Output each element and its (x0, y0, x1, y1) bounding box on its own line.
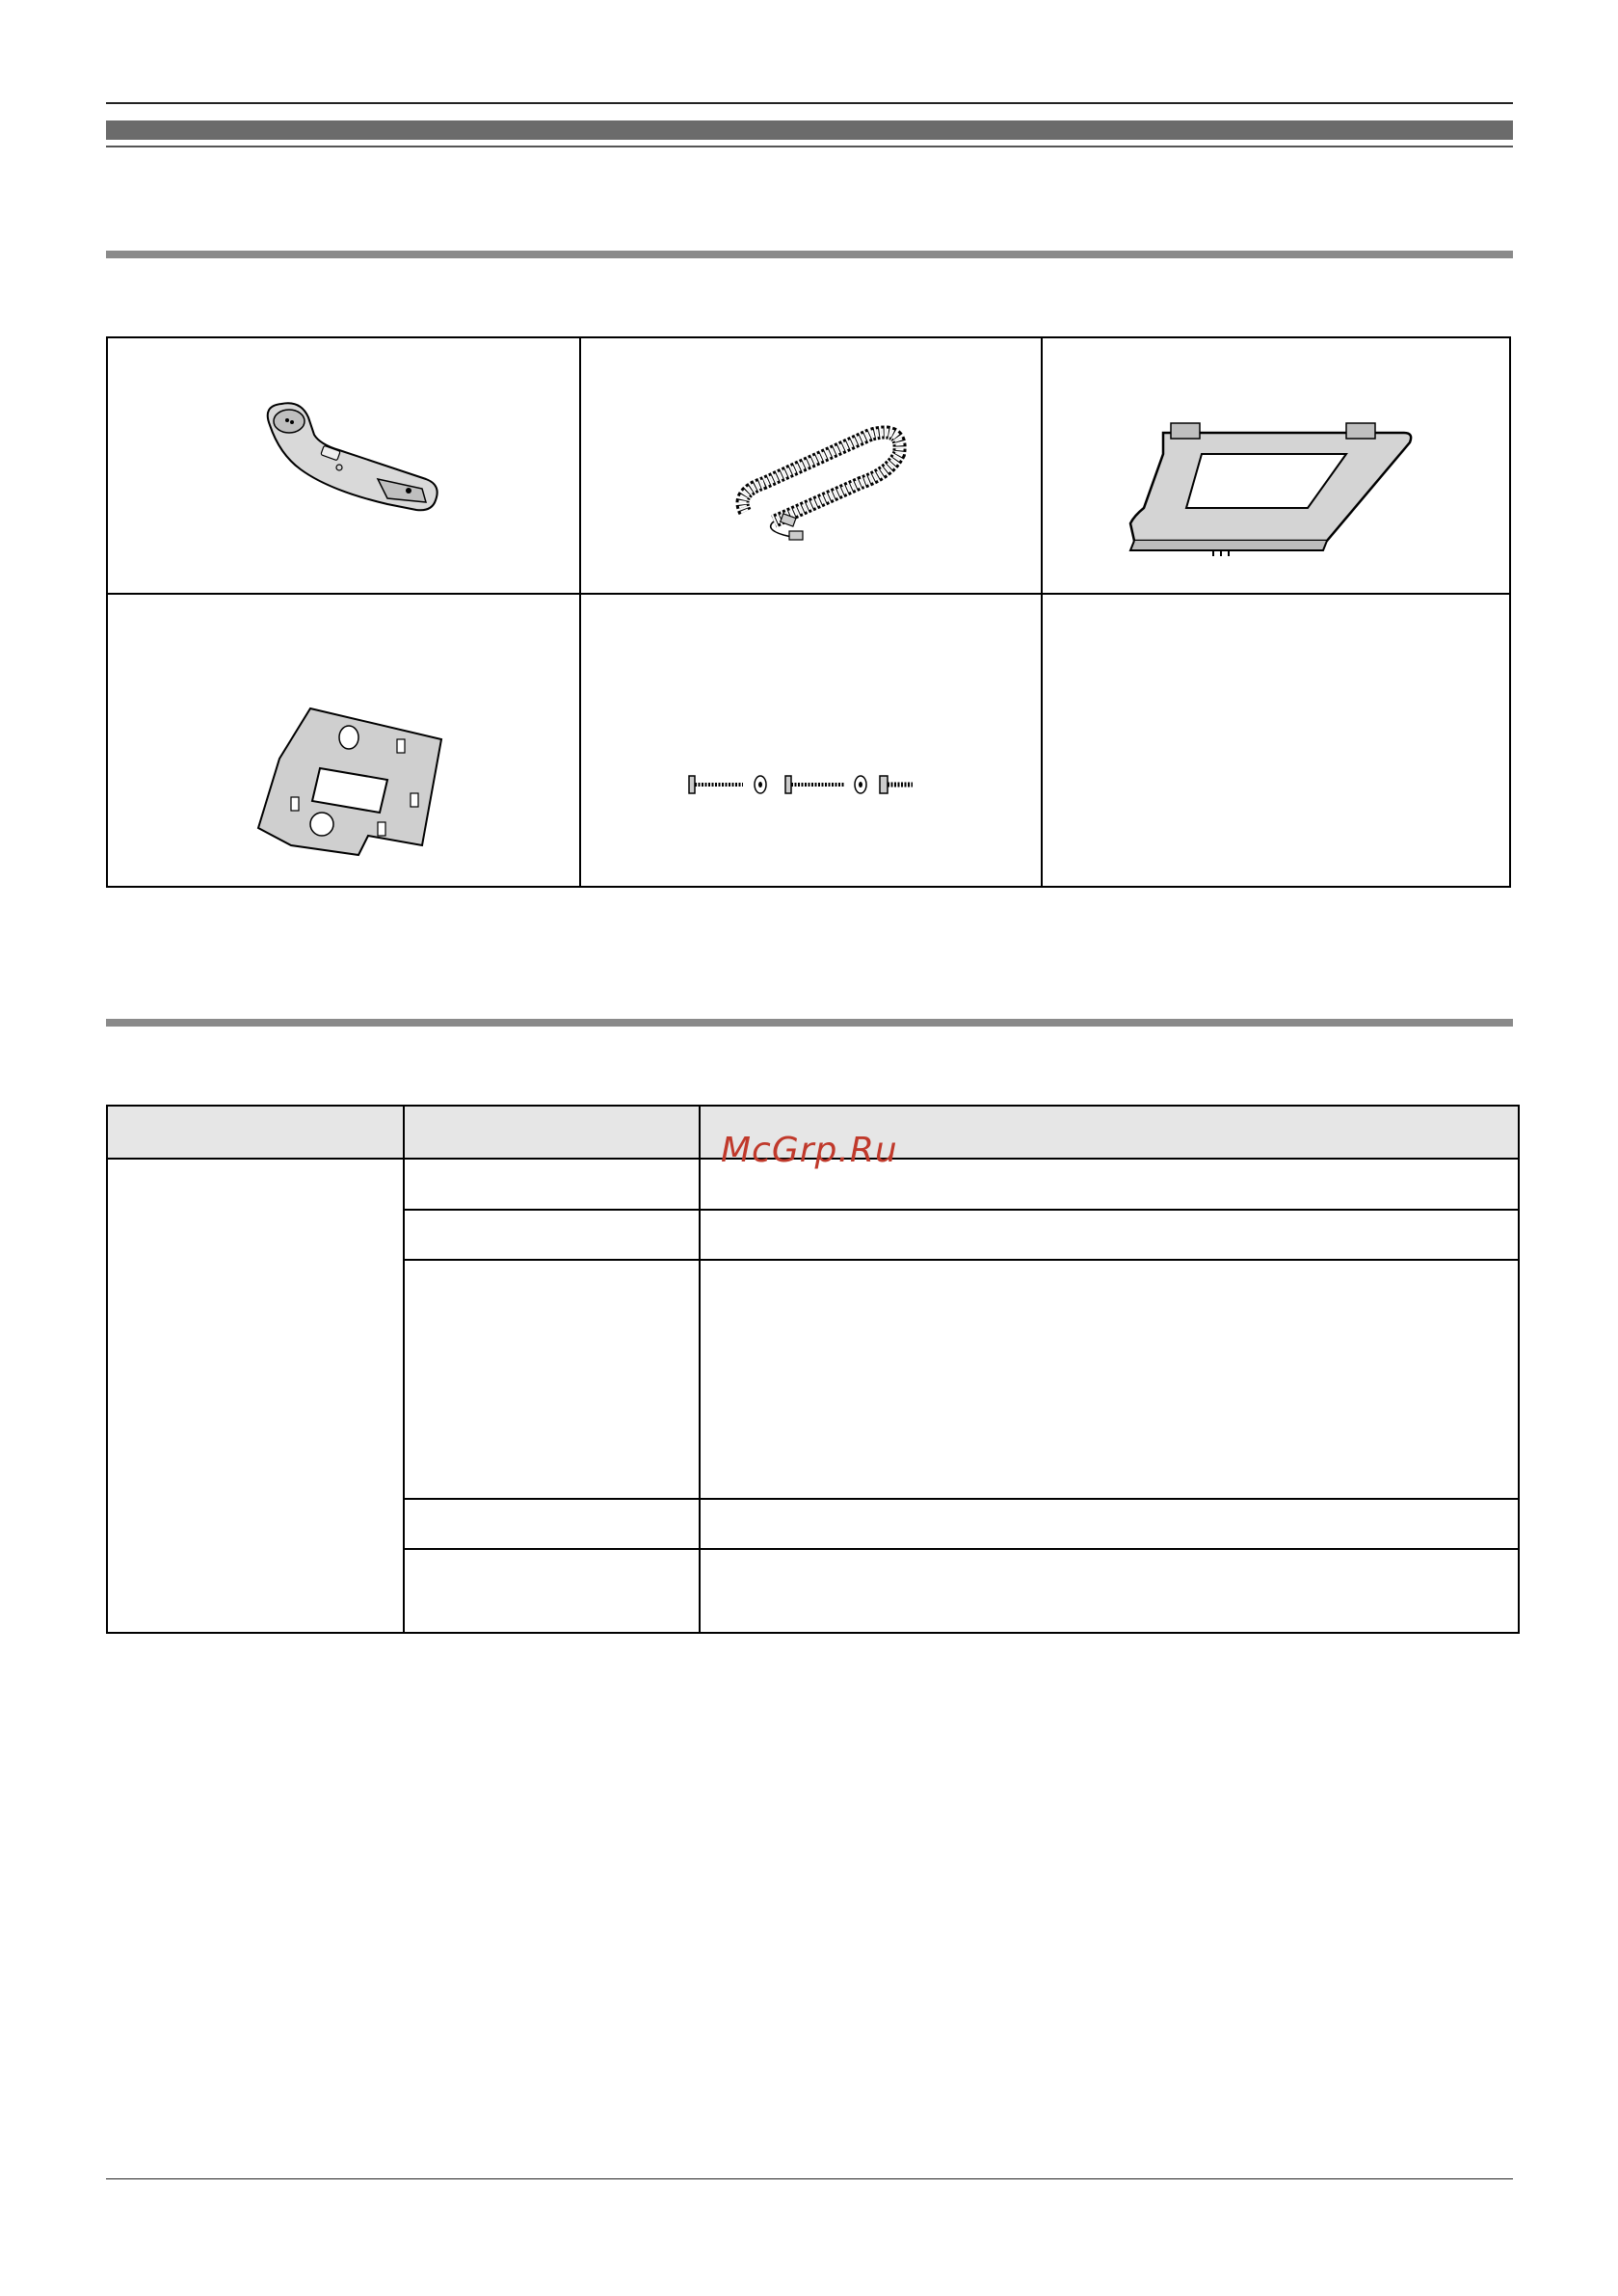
table-column-divider (403, 1107, 405, 1632)
accessory-cell-handset (108, 338, 579, 593)
chapter-header-bar (106, 120, 1513, 140)
wall-mount-adaptor-icon (252, 701, 445, 865)
table-row-divider (403, 1209, 1518, 1211)
screws-and-washers-icon (687, 770, 938, 799)
specifications-section-rule (106, 1019, 1513, 1027)
specifications-table (106, 1105, 1520, 1634)
watermark: McGrp.Ru (721, 1131, 898, 1170)
footer-rule (106, 2178, 1513, 2179)
accessory-cell-handset-cord (581, 338, 1041, 593)
handset-icon (243, 396, 455, 521)
stand-icon (1125, 415, 1433, 560)
table-row-divider (403, 1259, 1518, 1261)
accessories-section-rule (106, 251, 1513, 258)
top-thin-rule (106, 102, 1513, 104)
accessory-cell-screws (581, 595, 1041, 888)
table-row-divider (403, 1548, 1518, 1550)
accessory-cell-stand (1043, 338, 1511, 593)
table-row-divider (403, 1498, 1518, 1500)
accessories-grid (106, 336, 1511, 888)
handset-cord-icon (726, 415, 909, 541)
accessory-cell-wall-mount-adaptor (108, 595, 579, 888)
chapter-header-underline (106, 146, 1513, 147)
table-column-divider (699, 1107, 701, 1632)
accessory-cell-empty (1043, 595, 1511, 888)
